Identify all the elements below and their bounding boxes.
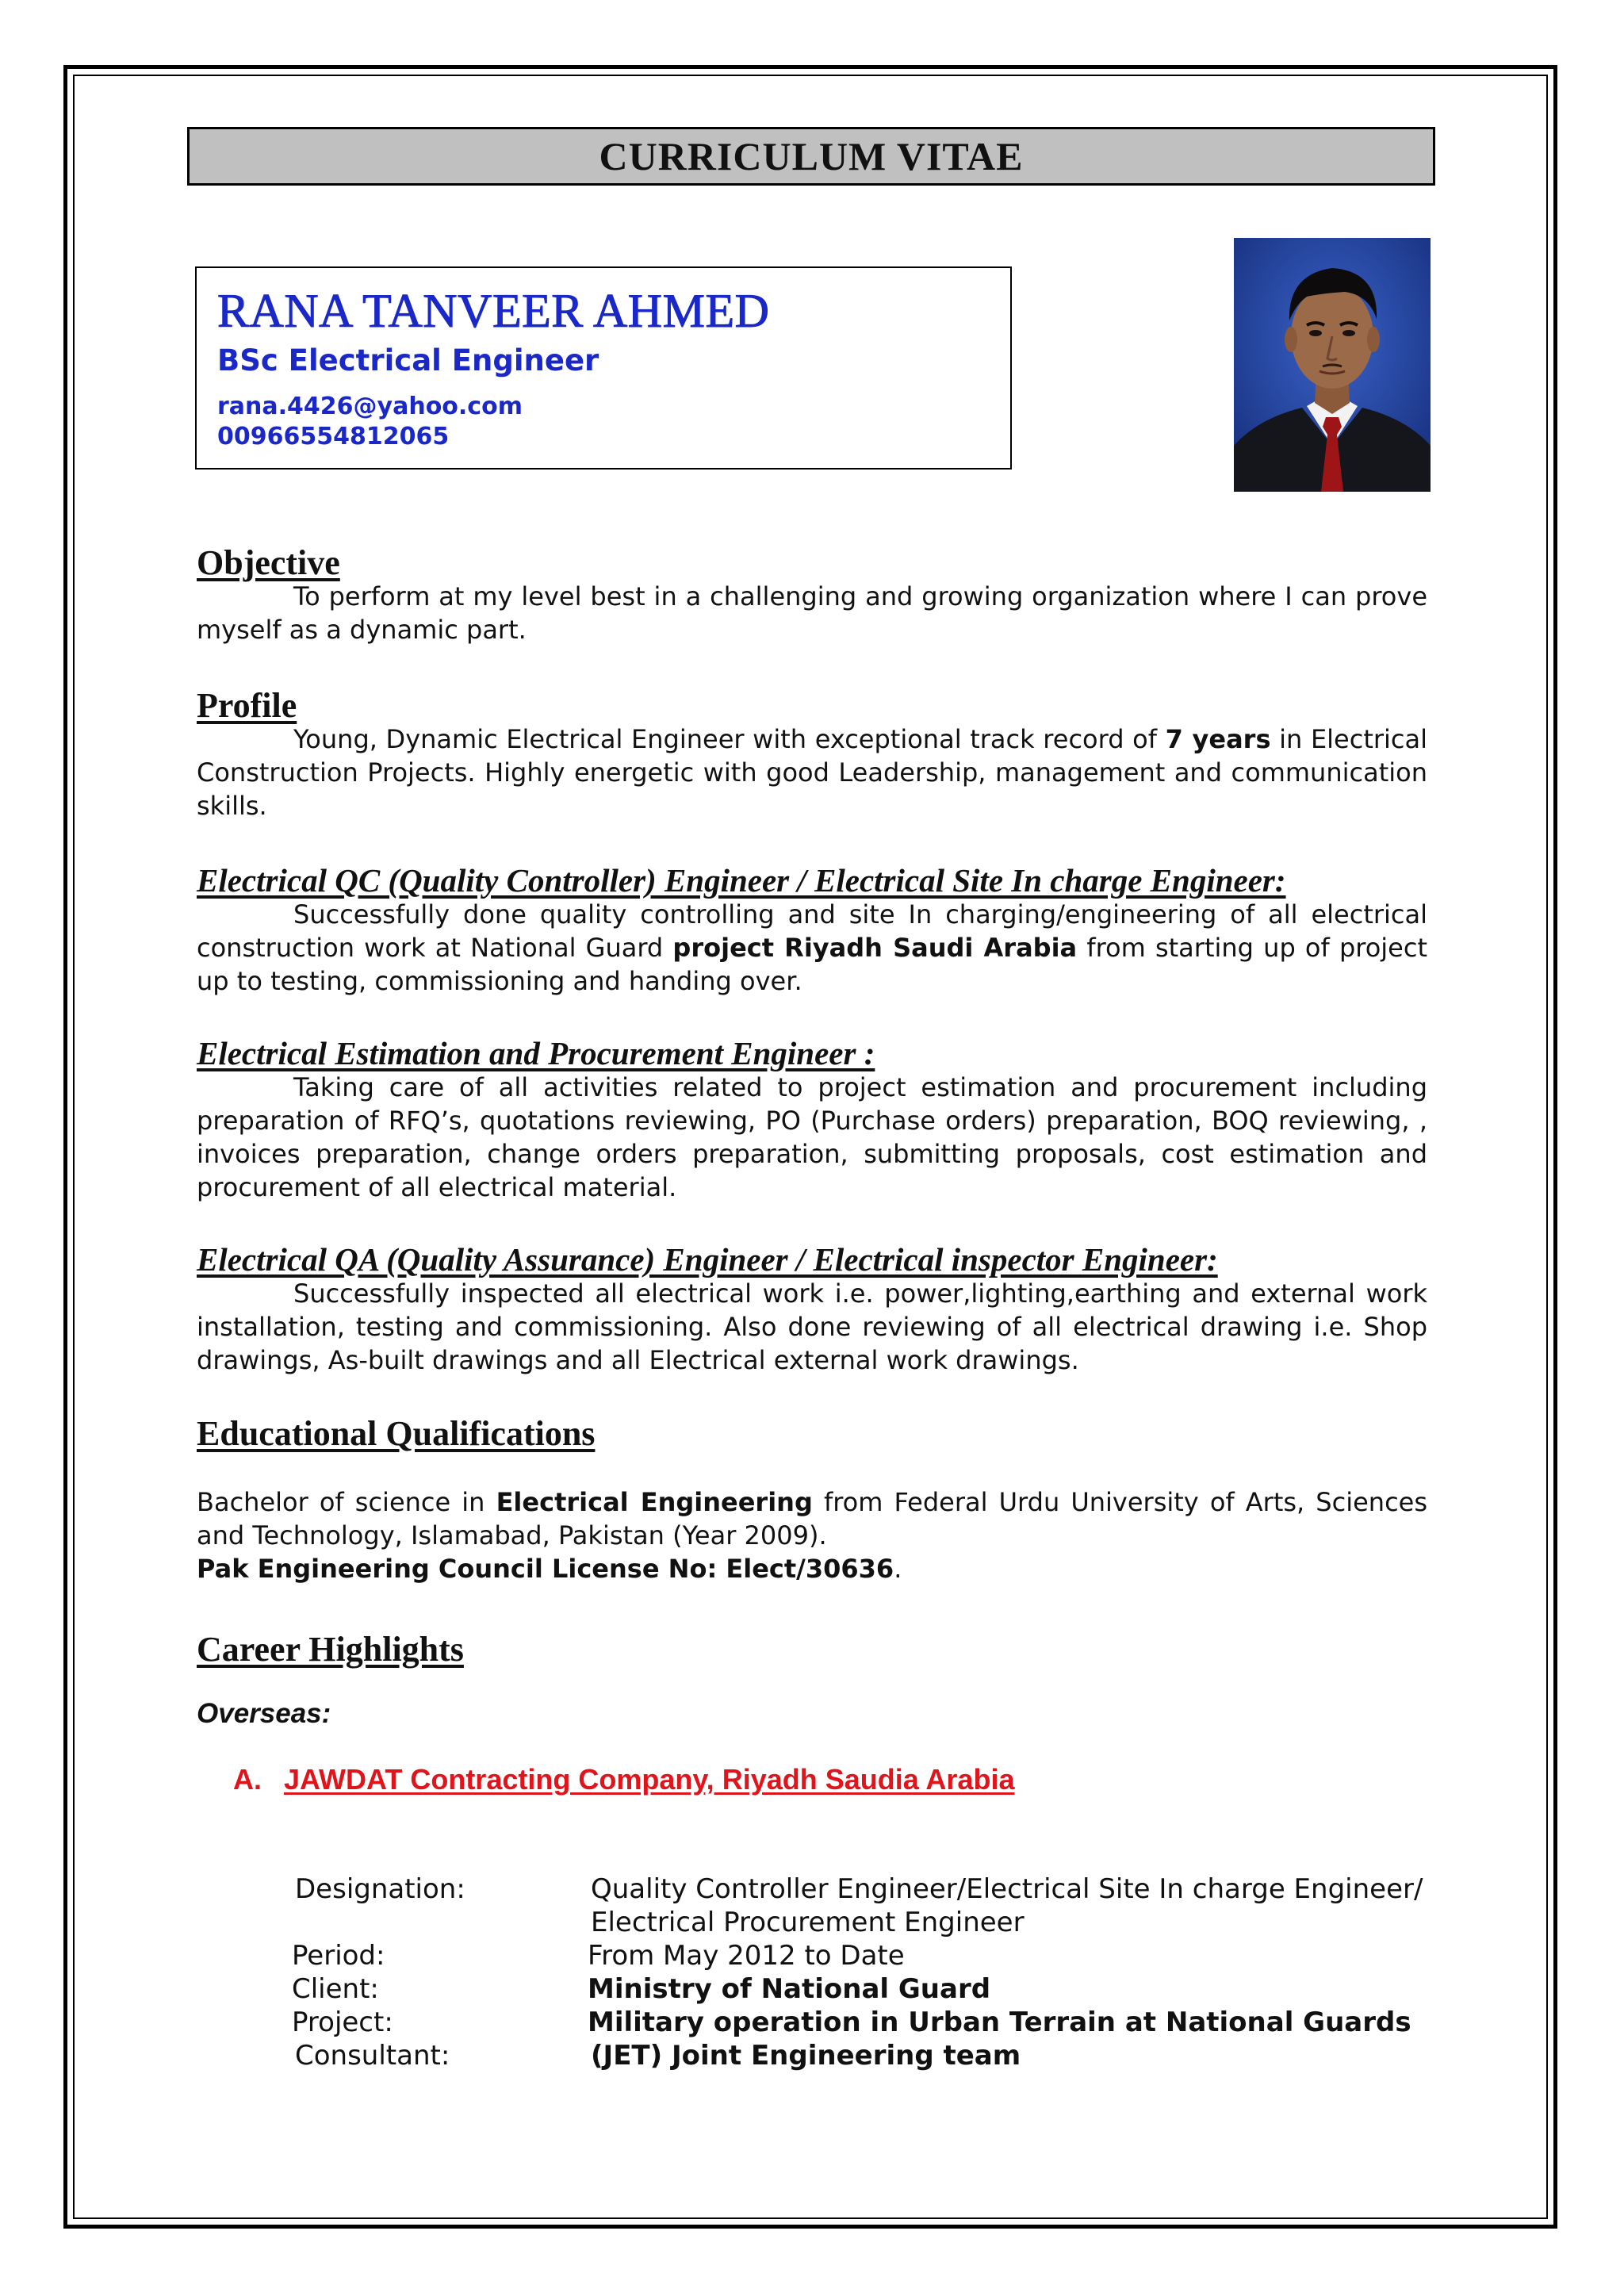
- phone-text: 00966554812065: [217, 422, 450, 450]
- license-number: Pak Engineering Council License No: Elect/30636: [197, 1554, 894, 1584]
- candidate-name: RANA TANVEER AHMED: [217, 285, 770, 337]
- objective-heading: Objective: [197, 543, 340, 582]
- education-degree: Electrical Engineering: [496, 1487, 813, 1517]
- detail-value: Quality Controller Engineer/Electrical Site In charge Engineer/ Electrical Procurement Engineer: [591, 1873, 1423, 1938]
- job-details: [292, 1872, 1434, 2072]
- profile-text: [197, 723, 1427, 822]
- detail-label: Client:: [292, 1973, 379, 2005]
- license-end: .: [894, 1554, 902, 1584]
- detail-row-designation: [292, 1872, 1434, 1939]
- education-section: [197, 1413, 1427, 1585]
- company-name: JAWDAT Contracting Company, Riyadh Saudia Arabia: [284, 1763, 1015, 1796]
- profile-years: 7 years: [1165, 724, 1271, 754]
- career-section: [197, 1629, 1427, 1796]
- detail-value: From May 2012 to Date: [588, 1940, 905, 1972]
- education-heading: Educational Qualifications: [197, 1414, 596, 1453]
- email-text: rana.4426@yahoo.com: [217, 393, 523, 420]
- profile-heading: Profile: [197, 686, 297, 725]
- role-qa-heading: Electrical QA (Quality Assurance) Engineer / Electrical inspector Engineer:: [197, 1241, 1218, 1278]
- role-estimation-section: [197, 1034, 1427, 1204]
- objective-text: To perform at my level best in a challenging and growing organization where I can prove myself as a dynamic part.: [197, 581, 1427, 645]
- candidate-degree: BSc Electrical Engineer: [217, 343, 599, 378]
- detail-row-period: [292, 1939, 1434, 1972]
- detail-label: Project:: [292, 2007, 393, 2038]
- role-estimation-text: Taking care of all activities related to project estimation and procurement including preparation of RFQ’s, quotations reviewing, PO (Purchase orders) preparation, BOQ reviewing, , invoices preparation, change orders preparation, submitting proposals, cost estimation and procurement of all electrical material.: [197, 1072, 1427, 1202]
- cv-title-banner: [187, 127, 1435, 186]
- education-text: [197, 1485, 1427, 1552]
- role-qc-text-part: from starting up of project up to testing, commissioning and handing over.: [197, 933, 1428, 996]
- role-qc-text: [197, 898, 1427, 998]
- role-qc-project: project Riyadh Saudi Arabia: [672, 933, 1078, 963]
- role-qa-text: Successfully inspected all electrical work i.e. power,lighting,earthing and external work installation, testing and commissioning. Also done reviewing of all electrical drawing i.e. Shop drawings, As-built drawings and all Electrical external work drawings.: [197, 1278, 1427, 1375]
- detail-label: Designation:: [295, 1873, 465, 1905]
- detail-row-client: [292, 1972, 1434, 2006]
- career-heading: Career Highlights: [197, 1630, 464, 1669]
- detail-value: Military operation in Urban Terrain at National Guards: [588, 2007, 1411, 2038]
- role-qa-section: [197, 1240, 1427, 1377]
- profile-section: [197, 685, 1427, 822]
- company-marker: A.: [233, 1763, 262, 1796]
- license-line: [197, 1552, 1427, 1585]
- portrait-illustration: [1234, 238, 1431, 492]
- overseas-label: Overseas:: [197, 1698, 331, 1729]
- profile-text-part: Young, Dynamic Electrical Engineer with exceptional track record of: [293, 724, 1166, 754]
- detail-value: (JET) Joint Engineering team: [591, 2040, 1021, 2072]
- education-text-part: Bachelor of science in: [197, 1487, 496, 1517]
- role-estimation-heading: Electrical Estimation and Procurement Engineer :: [197, 1035, 875, 1071]
- role-qc-heading: Electrical QC (Quality Controller) Engineer / Electrical Site In charge Engineer:: [197, 862, 1286, 899]
- role-qc-text-part: Successfully done quality controlling and site In charging/engineering of all electrical construction work at National Guard: [197, 899, 1427, 963]
- detail-label: Period:: [292, 1940, 385, 1972]
- education-text-part: from Federal Urdu University of Arts, Sciences and Technology, Islamabad, Pakistan (Year 2009).: [197, 1487, 1428, 1550]
- cv-title: CURRICULUM VITAE: [599, 134, 1024, 178]
- detail-row-consultant: [292, 2039, 1434, 2072]
- objective-section: [197, 542, 1427, 646]
- profile-photo: [1234, 238, 1431, 492]
- name-card: [195, 266, 1012, 470]
- detail-row-project: [292, 2006, 1434, 2039]
- company-heading: [233, 1763, 1427, 1796]
- detail-value: Ministry of National Guard: [588, 1973, 991, 2005]
- profile-text-part: in Electrical Construction Projects. Highly energetic with good Leadership, management and communication skills.: [197, 724, 1428, 821]
- role-qc-section: [197, 861, 1427, 998]
- detail-label: Consultant:: [295, 2040, 450, 2072]
